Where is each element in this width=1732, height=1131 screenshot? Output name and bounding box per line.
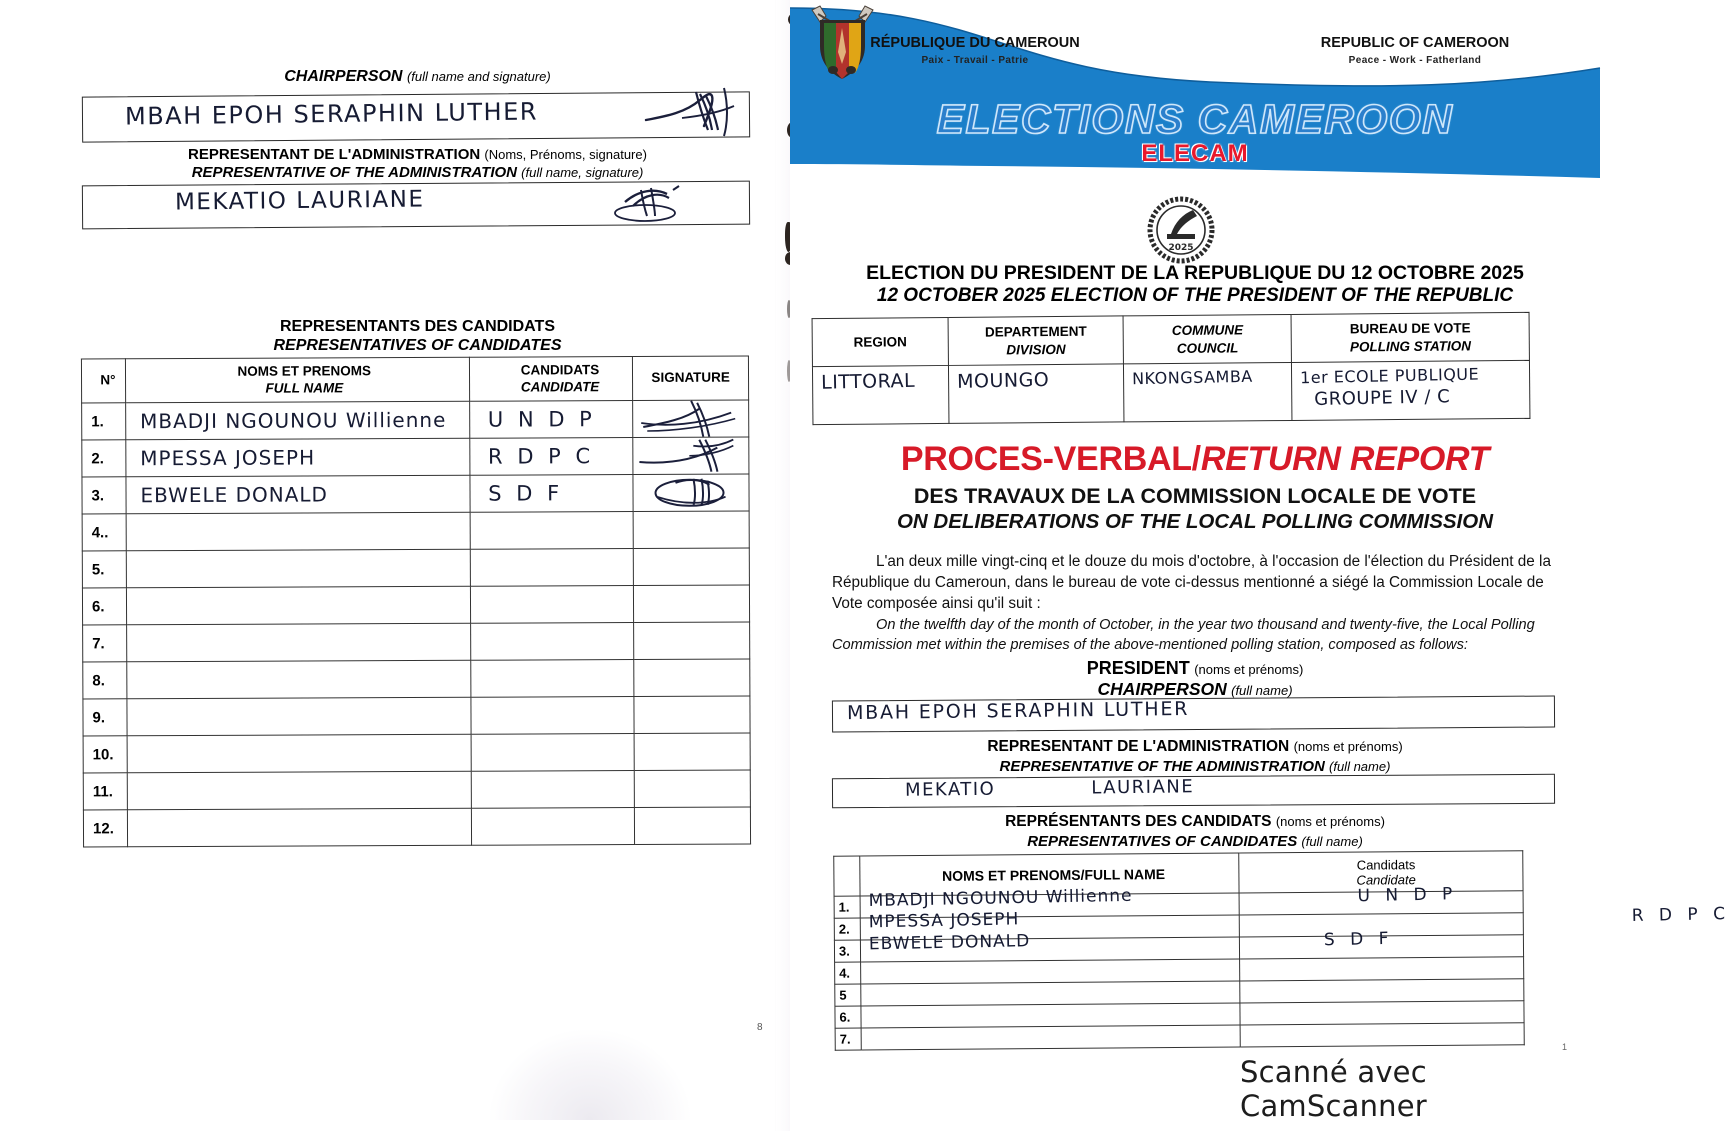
admin-rep-signature-icon <box>595 180 695 226</box>
cameroon-coat-of-arms-icon <box>790 0 895 82</box>
row-name-cell[interactable] <box>127 697 471 735</box>
president-label-fr <box>810 658 1580 679</box>
row-name-value: MBADJI NGOUNOU Willienne <box>868 885 1133 912</box>
elecam-banner <box>790 0 1600 190</box>
col-header-division-fr: DEPARTEMENT <box>984 323 1087 340</box>
table-row <box>83 622 750 662</box>
right-admin-rep-hint-fr: (noms et prénoms) <box>1293 739 1403 754</box>
right-page-number: 1 <box>1562 1042 1568 1052</box>
table-header-row <box>81 356 748 403</box>
seal-year: 2025 <box>1168 243 1194 253</box>
row-number: 6. <box>835 1006 861 1028</box>
row-signature-cell[interactable] <box>634 733 750 771</box>
table-row <box>82 548 749 588</box>
admin-rep-label-fr-text: REPRESENTANT DE L'ADMINISTRATION <box>188 146 481 163</box>
row-name-cell[interactable] <box>861 1003 1241 1028</box>
right-admin-rep-value <box>905 776 1194 801</box>
row-number: 4. <box>835 962 861 984</box>
row-name-cell[interactable] <box>126 586 470 624</box>
right-candidates-hint-en: (full name) <box>1301 834 1363 849</box>
republic-fr-label: RÉPUBLIQUE DU CAMEROUN <box>870 35 1080 51</box>
row-candidate-value: S D F <box>1324 928 1395 951</box>
row-name-value: EBWELE DONALD <box>868 931 1031 955</box>
right-admin-rep-label-en-text: REPRESENTATIVE OF THE ADMINISTRATION <box>999 758 1325 775</box>
council-cell[interactable] <box>1124 362 1292 421</box>
row-name-cell[interactable] <box>860 931 1240 962</box>
col-header-division-en: DIVISION <box>1006 341 1066 357</box>
row-name-value: MPESSA JOSEPH <box>868 909 1020 933</box>
col-header-candidate-fr: CANDIDATS <box>520 361 600 378</box>
row-candidate-cell[interactable] <box>470 623 634 661</box>
chairperson-label <box>85 68 750 86</box>
table-row <box>83 733 750 773</box>
chairperson-hint: (full name and signature) <box>406 69 551 84</box>
row-name-value: EBWELE DONALD <box>140 482 328 508</box>
row-name-cell[interactable] <box>126 512 470 550</box>
col-header-division <box>948 316 1124 366</box>
table-row <box>82 511 749 551</box>
row-candidate-cell[interactable] <box>1239 884 1523 915</box>
row-candidate-cell[interactable] <box>471 771 635 809</box>
row-candidate-cell[interactable] <box>469 438 633 476</box>
president-label-fr-text: PRESIDENT <box>1086 658 1190 678</box>
page-shadow <box>490 1030 690 1120</box>
admin-rep-label-fr <box>85 146 750 163</box>
row-signature-cell[interactable] <box>634 548 750 586</box>
division-value: MOUNGO <box>956 368 1050 393</box>
row-number: 3. <box>834 940 860 962</box>
body-paragraph-en: On the twelfth day of the month of October, in the year two thousand and twenty-five, the Local Polling Commission met within the premises of the above-mentioned polling station, composed as follows: <box>832 617 1535 654</box>
row-number: 12. <box>83 810 127 847</box>
brand-title: ELECTIONS CAMEROON <box>936 96 1454 142</box>
geo-value-row <box>812 360 1529 424</box>
row-number: 2. <box>82 440 126 477</box>
row-number: 11. <box>83 773 127 810</box>
row-signature-cell[interactable] <box>634 696 750 734</box>
rcol-header-candidate-en: Candidate <box>1356 872 1416 888</box>
row-signature-cell[interactable] <box>633 437 749 475</box>
col-header-name <box>125 357 469 402</box>
rcol-header-no <box>834 856 860 896</box>
row-candidate-value: R D P C <box>487 444 595 469</box>
division-cell[interactable] <box>948 364 1124 424</box>
candidates-representatives-table <box>81 356 751 848</box>
row-signature-cell[interactable] <box>633 474 749 512</box>
col-header-council <box>1123 314 1291 363</box>
row-number: 3. <box>82 477 126 514</box>
row-number: 6. <box>82 588 126 625</box>
row-number: 9. <box>83 699 127 736</box>
row-name-cell[interactable] <box>126 549 470 587</box>
admin-rep-hint-en: (full name, signature) <box>521 165 644 180</box>
row-number: 1. <box>834 896 860 918</box>
admin-rep-hint-fr: (Noms, Prénoms, signature) <box>484 147 647 162</box>
right-admin-rep-label-fr-text: REPRESENTANT DE L'ADMINISTRATION <box>987 738 1290 755</box>
row-number: 10. <box>83 736 127 773</box>
polling-station-line2: GROUPE IV / C <box>1314 386 1451 411</box>
body-paragraph-fr: L'an deux mille vingt-cinq et le douze du mois d'octobre, à l'occasion de l'élection du Président de la République du Cameroun, dans le bureau de vote ci-dessus mentionné a siégé la Commission Locale de Vote composée ainsi qu'il suit : <box>832 553 1551 612</box>
table-row <box>82 585 749 625</box>
geographic-info-table <box>812 312 1531 425</box>
row-name-cell[interactable] <box>126 475 470 513</box>
right-admin-rep-firstname: LAURIANE <box>1091 776 1195 799</box>
candidates-title-en: REPRESENTATIVES OF CANDIDATES <box>273 337 562 354</box>
election-title-en: 12 OCTOBER 2025 ELECTION OF THE PRESIDENT OF THE REPUBLIC <box>876 285 1514 306</box>
left-page <box>0 0 775 1131</box>
right-candidates-title-fr <box>810 813 1580 831</box>
row-candidate-cell[interactable] <box>471 808 635 846</box>
right-admin-rep-hint-en: (full name) <box>1329 759 1391 774</box>
row-signature-cell[interactable] <box>634 585 750 623</box>
row-candidate-cell[interactable] <box>1240 928 1524 959</box>
col-header-council-fr: COMMUNE <box>1171 322 1244 338</box>
signature-icon <box>638 471 746 513</box>
row-signature-cell[interactable] <box>633 400 749 438</box>
row-name-cell[interactable] <box>127 734 471 772</box>
chairperson-value: MBAH EPOH SERAPHIN LUTHER <box>124 97 539 131</box>
right-admin-rep-label-en <box>810 758 1580 775</box>
row-candidate-cell[interactable] <box>1240 957 1524 981</box>
right-candidates-hint-fr: (noms et prénoms) <box>1275 814 1385 829</box>
row-candidate-cell[interactable] <box>471 734 635 772</box>
president-label-en-text: CHAIRPERSON <box>1097 679 1227 699</box>
pv-title-en: RETURN REPORT <box>1200 440 1490 478</box>
row-candidate-value: S D F <box>488 481 564 506</box>
president-hint-fr: (noms et prénoms) <box>1194 662 1304 677</box>
pv-title <box>810 440 1580 479</box>
row-signature-cell[interactable] <box>635 807 751 845</box>
president-hint-en: (full name) <box>1231 683 1293 698</box>
camscanner-watermark: Scanné avec CamScanner <box>1240 1055 1427 1123</box>
region-value: LITTORAL <box>820 369 916 394</box>
right-candidates-title-en <box>810 833 1580 850</box>
row-number: 2. <box>834 918 860 940</box>
row-candidate-cell[interactable] <box>1240 979 1524 1003</box>
pv-subtitle-en: ON DELIBERATIONS OF THE LOCAL POLLING COMMISSION <box>896 510 1494 533</box>
col-header-region <box>812 317 948 366</box>
col-header-polling-station-fr: BUREAU DE VOTE <box>1349 320 1471 337</box>
table-row <box>82 474 749 514</box>
col-header-region-fr: REGION <box>853 334 907 350</box>
row-name-cell[interactable] <box>126 623 470 661</box>
table-row <box>83 659 750 699</box>
row-candidate-cell[interactable] <box>470 586 634 624</box>
row-name-value: MPESSA JOSEPH <box>140 445 316 471</box>
table-row <box>835 1023 1524 1050</box>
row-name-cell[interactable] <box>126 401 470 439</box>
rcol-header-name: NOMS ET PRENOMS/FULL NAME <box>860 853 1240 896</box>
left-page-number: 8 <box>757 1022 763 1033</box>
row-candidate-cell[interactable] <box>470 549 634 587</box>
row-candidate-cell[interactable] <box>470 512 634 550</box>
council-value: NKONGSAMBA <box>1132 366 1254 389</box>
polling-station-cell[interactable] <box>1292 360 1530 420</box>
row-candidate-value: U N D P <box>1357 884 1458 907</box>
row-candidate-value: U N D P <box>487 407 596 432</box>
col-header-signature: SIGNATURE <box>633 356 749 401</box>
row-candidate-cell[interactable] <box>470 660 634 698</box>
geo-header-row <box>812 312 1529 366</box>
chairperson-label-en: CHAIRPERSON <box>284 68 403 85</box>
row-number: 5 <box>835 984 861 1006</box>
col-header-polling-station-en: POLLING STATION <box>1349 337 1471 354</box>
table-row <box>83 770 750 810</box>
row-signature-cell[interactable] <box>634 622 750 660</box>
right-candidates-title-fr-text: REPRÉSENTANTS DES CANDIDATS <box>1005 813 1272 830</box>
republic-en-label: REPUBLIC OF CAMEROON <box>1320 35 1510 51</box>
row-number: 4.. <box>82 514 126 551</box>
region-cell[interactable] <box>812 365 948 424</box>
col-header-polling-station <box>1291 312 1529 362</box>
election-title-fr: ELECTION DU PRESIDENT DE LA REPUBLIQUE DU 12 OCTOBRE 2025 <box>866 262 1524 284</box>
row-candidate-cell[interactable] <box>1240 1001 1524 1025</box>
row-name-cell[interactable] <box>126 438 470 476</box>
col-header-name-en: FULL NAME <box>265 379 344 396</box>
motto-fr-label: Paix - Travail - Patrie <box>921 55 1029 66</box>
row-candidate-cell[interactable] <box>1241 1023 1525 1047</box>
table-row <box>83 807 750 847</box>
right-admin-rep-label-fr <box>810 738 1580 756</box>
brand-subtitle: ELECAM <box>1141 140 1249 167</box>
col-header-no: N° <box>81 359 125 403</box>
col-header-council-en: COUNCIL <box>1176 339 1239 356</box>
row-signature-cell[interactable] <box>633 511 749 549</box>
row-candidate-value: R D P C <box>1631 904 1731 927</box>
rcol-header-candidate-fr: Candidats <box>1356 857 1416 873</box>
row-name-cell[interactable] <box>861 959 1241 984</box>
row-number: 8. <box>83 662 127 699</box>
col-header-candidate-en: CANDIDATE <box>520 378 600 395</box>
col-header-name-fr: NOMS ET PRENOMS <box>237 362 372 379</box>
right-admin-rep-lastname: MEKATIO <box>904 778 996 801</box>
pv-title-fr: PROCES-VERBAL/ <box>900 440 1201 478</box>
row-number: 7. <box>83 625 127 662</box>
col-header-candidate <box>469 357 633 402</box>
row-name-cell[interactable] <box>861 981 1241 1006</box>
row-name-cell[interactable] <box>861 1025 1241 1050</box>
row-number: 5. <box>82 551 126 588</box>
row-signature-cell[interactable] <box>634 659 750 697</box>
row-candidate-cell[interactable] <box>469 401 633 439</box>
pv-subtitle-fr: DES TRAVAUX DE LA COMMISSION LOCALE DE VOTE <box>913 484 1477 508</box>
row-candidate-cell[interactable] <box>471 697 635 735</box>
chairperson-signature-icon <box>638 86 748 138</box>
candidates-title-fr: REPRESENTANTS DES CANDIDATS <box>280 318 555 335</box>
right-candidates-table <box>833 850 1731 1050</box>
row-name-cell[interactable] <box>127 808 471 846</box>
admin-rep-value: MEKATIO LAURIANE <box>174 186 425 216</box>
table-row <box>83 696 750 736</box>
row-number: 1. <box>82 403 126 440</box>
row-name-value: MBADJI NGOUNOU Willienne <box>140 407 447 434</box>
row-name-cell[interactable] <box>127 771 471 809</box>
row-signature-cell[interactable] <box>635 770 751 808</box>
right-page <box>790 0 1731 1131</box>
admin-rep-label-en-text: REPRESENTATIVE OF THE ADMINISTRATION <box>191 164 517 181</box>
elecam-seal-2025-icon <box>1145 196 1217 264</box>
polling-station-line1: 1er ECOLE PUBLIQUE <box>1300 364 1480 388</box>
row-number: 7. <box>835 1028 861 1050</box>
row-candidate-cell[interactable] <box>470 475 634 513</box>
row-name-cell[interactable] <box>127 660 471 698</box>
admin-rep-label-en <box>85 164 750 181</box>
right-candidates-title-en-text: REPRESENTATIVES OF CANDIDATES <box>1027 833 1298 850</box>
president-value: MBAH EPOH SERAPHIN LUTHER <box>846 697 1190 725</box>
motto-en-label: Peace - Work - Fatherland <box>1348 55 1482 66</box>
